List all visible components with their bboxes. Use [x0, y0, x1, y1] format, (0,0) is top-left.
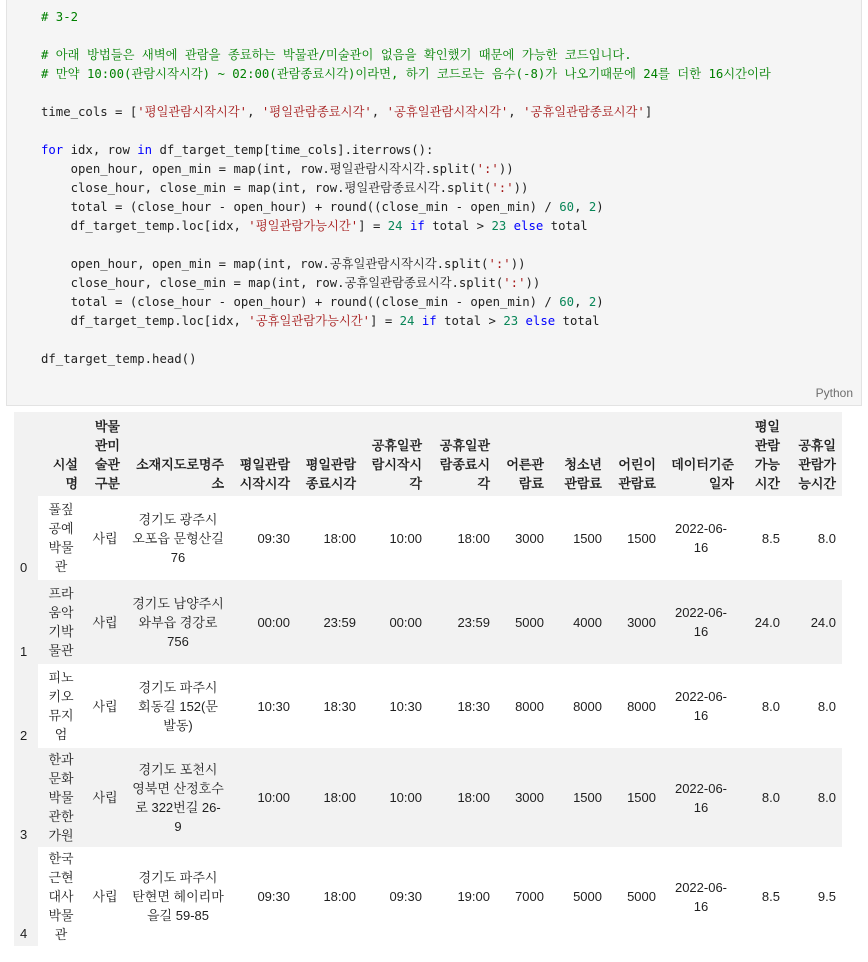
- table-cell: 10:30: [362, 664, 428, 748]
- column-header: 평일관람시작시각: [230, 412, 296, 496]
- code-token: open_hour, open_min = map(int, row.공휴일관람시작시각.split(: [41, 257, 489, 271]
- code-line: [41, 274, 771, 293]
- table-cell: 피노키오뮤지엄: [38, 664, 84, 748]
- code-token: ,: [371, 105, 387, 119]
- dataframe-table: [14, 412, 842, 946]
- code-token: total = (close_hour - open_hour) + round((close_min - open_min) /: [41, 295, 560, 309]
- table-cell: 사립: [84, 496, 126, 580]
- code-token: '공휴일관람종료시각': [523, 105, 645, 119]
- table-cell: 1500: [608, 496, 662, 580]
- code-token: 23: [503, 314, 519, 328]
- code-token: ':': [503, 276, 526, 290]
- code-line: [41, 331, 771, 350]
- table-cell: 5000: [608, 847, 662, 946]
- code-token: ]: [644, 105, 653, 119]
- table-cell: 한과문화박물관한가원: [38, 748, 84, 847]
- code-line: [41, 255, 771, 274]
- table-cell: 8.0: [740, 748, 786, 847]
- table-cell: 사립: [84, 748, 126, 847]
- table-cell: 경기도 파주시 회동길 152(문발동): [126, 664, 230, 748]
- table-cell: 7000: [496, 847, 550, 946]
- code-line: [41, 160, 771, 179]
- table-body: [14, 496, 842, 946]
- table-cell: 24.0: [786, 580, 842, 664]
- table-cell: 8.5: [740, 496, 786, 580]
- code-token: total: [543, 219, 588, 233]
- table-cell: 9.5: [786, 847, 842, 946]
- table-cell: 3000: [496, 496, 550, 580]
- table-cell: 09:30: [230, 847, 296, 946]
- code-token: ':': [488, 257, 511, 271]
- code-token: 2: [588, 200, 597, 214]
- index-header: [14, 412, 38, 496]
- table-cell: 5000: [550, 847, 608, 946]
- code-token: else: [513, 219, 544, 233]
- table-cell: 2022-06-16: [662, 496, 740, 580]
- code-token: ] =: [370, 314, 400, 328]
- column-header: 평일관람가능시간: [740, 412, 786, 496]
- row-index: 3: [14, 748, 38, 847]
- table-cell: 사립: [84, 664, 126, 748]
- code-token: in: [137, 143, 153, 157]
- table-row: [14, 496, 842, 580]
- cell-output: [14, 412, 854, 946]
- cell-language-label[interactable]: Python: [815, 386, 853, 400]
- code-editor[interactable]: [41, 8, 771, 369]
- code-token: if: [409, 219, 425, 233]
- code-line: [41, 198, 771, 217]
- table-cell: 사립: [84, 847, 126, 946]
- row-index: 1: [14, 580, 38, 664]
- code-token: for: [41, 143, 64, 157]
- code-line: [41, 46, 771, 65]
- code-token: [403, 219, 410, 233]
- code-token: close_hour, close_min = map(int, row.공휴일관람종료시각.split(: [41, 276, 504, 290]
- code-token: [414, 314, 421, 328]
- table-cell: 1500: [550, 748, 608, 847]
- code-token: # 만약 10:00(관람시작시각) ~ 02:00(관람종료시각)이라면, 하기 코드로는 음수(-8)가 나오기때문에 24를 더한 16시간이라: [41, 67, 771, 81]
- code-token: ): [596, 295, 604, 309]
- table-cell: 풀짚공예박물관: [38, 496, 84, 580]
- code-token: ':': [491, 181, 514, 195]
- table-cell: 8000: [608, 664, 662, 748]
- code-line: [41, 65, 771, 84]
- table-cell: 1500: [608, 748, 662, 847]
- table-cell: 프라움악기박물관: [38, 580, 84, 664]
- table-cell: 경기도 파주시 탄현면 헤이리마을길 59-85: [126, 847, 230, 946]
- code-line: [41, 236, 771, 255]
- column-header: 데이터기준일자: [662, 412, 740, 496]
- table-cell: 19:00: [428, 847, 496, 946]
- code-line: [41, 103, 771, 122]
- table-cell: 18:00: [296, 496, 362, 580]
- code-line: [41, 27, 771, 46]
- table-cell: 5000: [496, 580, 550, 664]
- row-index: 4: [14, 847, 38, 946]
- code-token: # 아래 방법들은 새벽에 관람을 종료하는 박물관/미술관이 없음을 확인했기 때문에 가능한 코드입니다.: [41, 48, 632, 62]
- table-cell: 경기도 광주시 오포읍 문형산길 76: [126, 496, 230, 580]
- code-token: 2: [588, 295, 597, 309]
- table-cell: 18:00: [296, 748, 362, 847]
- code-line: [41, 179, 771, 198]
- table-cell: 2022-06-16: [662, 847, 740, 946]
- column-header: 어린이관람료: [608, 412, 662, 496]
- row-index: 0: [14, 496, 38, 580]
- code-token: df_target_temp.loc[idx,: [41, 314, 249, 328]
- table-cell: 24.0: [740, 580, 786, 664]
- code-token: 60: [559, 200, 575, 214]
- column-header: 소재지도로명주소: [126, 412, 230, 496]
- code-token: total >: [436, 314, 504, 328]
- column-header: 시설명: [38, 412, 84, 496]
- table-cell: 10:00: [362, 496, 428, 580]
- table-cell: 4000: [550, 580, 608, 664]
- table-cell: 10:30: [230, 664, 296, 748]
- code-token: idx, row: [63, 143, 138, 157]
- table-cell: 3000: [608, 580, 662, 664]
- table-cell: 18:00: [428, 496, 496, 580]
- code-token: 24: [399, 314, 415, 328]
- code-token: total = (close_hour - open_hour) + round((close_min - open_min) /: [41, 200, 560, 214]
- column-header: 평일관람종료시각: [296, 412, 362, 496]
- column-header: 청소년관람료: [550, 412, 608, 496]
- code-token: '평일관람시작시각': [137, 105, 248, 119]
- column-header: 박물관미술관구분: [84, 412, 126, 496]
- table-cell: 경기도 남양주시 와부읍 경강로 756: [126, 580, 230, 664]
- code-token: ,: [247, 105, 262, 119]
- table-cell: 1500: [550, 496, 608, 580]
- table-cell: 한국근현대사박물관: [38, 847, 84, 946]
- code-line: [41, 217, 771, 236]
- code-token: ] =: [358, 219, 388, 233]
- table-cell: 2022-06-16: [662, 664, 740, 748]
- code-token: total >: [424, 219, 492, 233]
- code-token: 23: [491, 219, 507, 233]
- code-token: 60: [559, 295, 575, 309]
- table-cell: 8.0: [740, 664, 786, 748]
- column-header: 공휴일관람종료시각: [428, 412, 496, 496]
- table-cell: 18:30: [428, 664, 496, 748]
- table-row: [14, 580, 842, 664]
- table-cell: 23:59: [428, 580, 496, 664]
- column-header: 공휴일관람시작시각: [362, 412, 428, 496]
- table-cell: 2022-06-16: [662, 748, 740, 847]
- code-token: )): [525, 276, 541, 290]
- code-token: df_target_temp.head(): [41, 352, 197, 366]
- table-cell: 18:30: [296, 664, 362, 748]
- code-line: [41, 84, 771, 103]
- code-token: '평일관람종료시각': [261, 105, 372, 119]
- code-token: ): [596, 200, 604, 214]
- table-cell: 09:30: [362, 847, 428, 946]
- row-index: 2: [14, 664, 38, 748]
- table-header-row: [14, 412, 842, 496]
- code-token: )): [513, 181, 529, 195]
- code-token: ,: [574, 295, 589, 309]
- code-line: [41, 8, 771, 27]
- code-line: [41, 293, 771, 312]
- table-row: [14, 664, 842, 748]
- code-token: '공휴일관람시작시각': [386, 105, 509, 119]
- code-token: close_hour, close_min = map(int, row.평일관람종료시각.split(: [41, 181, 492, 195]
- table-row: [14, 847, 842, 946]
- code-line: [41, 141, 771, 160]
- code-token: open_hour, open_min = map(int, row.평일관람시작시각.split(: [41, 162, 477, 176]
- table-cell: 10:00: [230, 748, 296, 847]
- code-token: # 3-2: [41, 10, 79, 24]
- code-line: [41, 350, 771, 369]
- table-cell: 00:00: [362, 580, 428, 664]
- table-cell: 3000: [496, 748, 550, 847]
- column-header: 어른관람료: [496, 412, 550, 496]
- table-cell: 23:59: [296, 580, 362, 664]
- code-line: [41, 122, 771, 141]
- code-token: df_target_temp[time_cols].iterrows():: [152, 143, 434, 157]
- code-token: ':': [476, 162, 499, 176]
- code-token: total: [555, 314, 600, 328]
- code-token: if: [421, 314, 437, 328]
- table-cell: 2022-06-16: [662, 580, 740, 664]
- code-token: '공휴일관람가능시간': [248, 314, 371, 328]
- code-cell[interactable]: [6, 0, 862, 406]
- code-token: else: [525, 314, 556, 328]
- table-cell: 09:30: [230, 496, 296, 580]
- table-cell: 사립: [84, 580, 126, 664]
- table-cell: 18:00: [428, 748, 496, 847]
- table-cell: 8.5: [740, 847, 786, 946]
- table-cell: 8000: [550, 664, 608, 748]
- code-token: [518, 314, 525, 328]
- table-cell: 경기도 포천시 영북면 산정호수로 322번길 26-9: [126, 748, 230, 847]
- code-token: )): [498, 162, 514, 176]
- code-token: )): [510, 257, 526, 271]
- table-row: [14, 748, 842, 847]
- table-cell: 10:00: [362, 748, 428, 847]
- table-cell: 8000: [496, 664, 550, 748]
- code-token: time_cols = [: [41, 105, 138, 119]
- code-token: '평일관람가능시간': [248, 219, 359, 233]
- code-token: [506, 219, 513, 233]
- column-header: 공휴일관람가능시간: [786, 412, 842, 496]
- code-token: ,: [508, 105, 524, 119]
- table-cell: 8.0: [786, 664, 842, 748]
- code-line: [41, 312, 771, 331]
- code-token: ,: [574, 200, 589, 214]
- code-token: df_target_temp.loc[idx,: [41, 219, 249, 233]
- table-cell: 18:00: [296, 847, 362, 946]
- table-cell: 8.0: [786, 748, 842, 847]
- table-cell: 00:00: [230, 580, 296, 664]
- code-token: 24: [387, 219, 403, 233]
- table-cell: 8.0: [786, 496, 842, 580]
